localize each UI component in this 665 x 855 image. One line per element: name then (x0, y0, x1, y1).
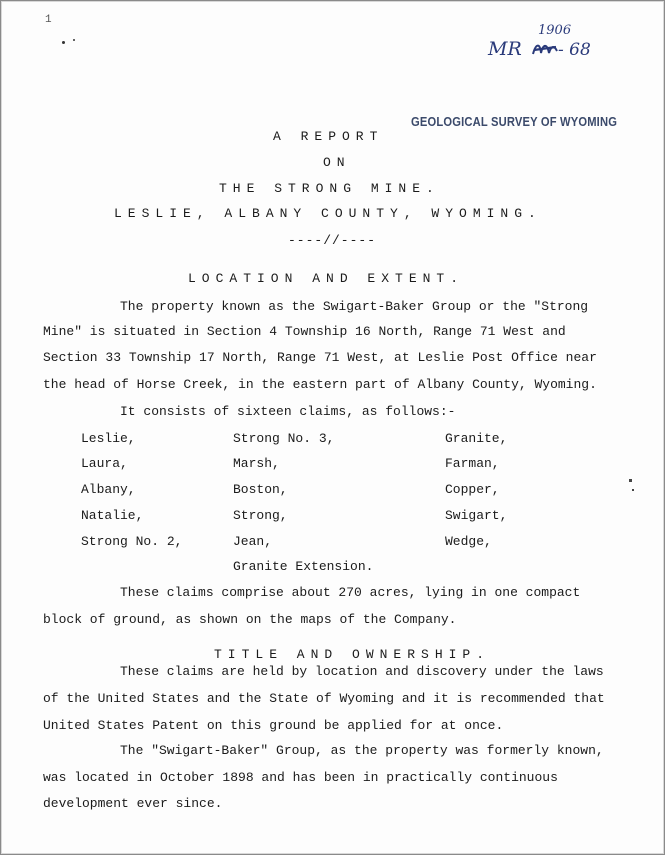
claim-name: Strong No. 3, (233, 431, 335, 446)
claim-name: Albany, (81, 482, 136, 497)
body-line: These claims comprise about 270 acres, lying in one compact (120, 585, 581, 600)
body-line: The "Swigart-Baker" Group, as the property was formerly known, (120, 743, 604, 758)
body-line: the head of Horse Creek, in the eastern part of Albany County, Wyoming. (43, 377, 597, 392)
claim-name: Leslie, (81, 431, 136, 446)
title-divider: ----//---- (288, 233, 377, 248)
body-line: block of ground, as shown on the maps of the Company. (43, 612, 457, 627)
handwritten-code: MR (488, 38, 522, 60)
title-line-1: A REPORT (273, 129, 384, 144)
body-line: United States Patent on this ground be applied for at once. (43, 718, 504, 733)
margin-tick-mark: 1 (45, 14, 52, 26)
body-line: Section 33 Township 17 North, Range 71 West, at Leslie Post Office near (43, 350, 597, 365)
body-line: Mine" is situated in Section 4 Township 16 North, Range 71 West and (43, 324, 566, 339)
handwritten-scribble (532, 41, 558, 58)
body-line: The property known as the Swigart-Baker Group or the "Strong (120, 299, 589, 314)
claim-name: Strong, (233, 508, 288, 523)
title-line-4: LESLIE, ALBANY COUNTY, WYOMING. (114, 206, 542, 221)
margin-speck (629, 479, 632, 482)
body-line: development ever since. (43, 796, 223, 811)
body-line: was located in October 1898 and has been in practically continuous (43, 770, 558, 785)
claim-name: Swigart, (445, 508, 508, 523)
claim-name: Marsh, (233, 456, 280, 471)
claim-name: Farman, (445, 456, 500, 471)
margin-dot (62, 41, 65, 44)
claim-name: Jean, (233, 534, 273, 549)
body-line: These claims are held by location and discovery under the laws (120, 664, 604, 679)
section-heading-location: LOCATION AND EXTENT. (188, 271, 465, 286)
claim-name: Copper, (445, 482, 500, 497)
claim-name: Natalie, (81, 508, 144, 523)
margin-dot (73, 39, 75, 41)
claim-name: Granite, (445, 431, 508, 446)
body-line: of the United States and the State of Wyoming and it is recommended that (43, 691, 605, 706)
claim-name: Boston, (233, 482, 288, 497)
margin-speck (632, 489, 634, 491)
handwritten-year: 1906 (538, 23, 572, 38)
section-heading-title: TITLE AND OWNERSHIP. (214, 647, 491, 662)
claim-name: Wedge, (445, 534, 492, 549)
title-line-2: ON (323, 155, 351, 170)
claim-name: Granite Extension. (233, 559, 374, 574)
claim-name: Strong No. 2, (81, 534, 183, 549)
agency-stamp: GEOLOGICAL SURVEY OF WYOMING (411, 114, 618, 129)
handwritten-code-suffix: - 68 (558, 40, 591, 60)
claims-intro: It consists of sixteen claims, as follows:- (120, 404, 456, 419)
claim-name: Laura, (81, 456, 128, 471)
title-line-3: THE STRONG MINE. (219, 181, 440, 196)
